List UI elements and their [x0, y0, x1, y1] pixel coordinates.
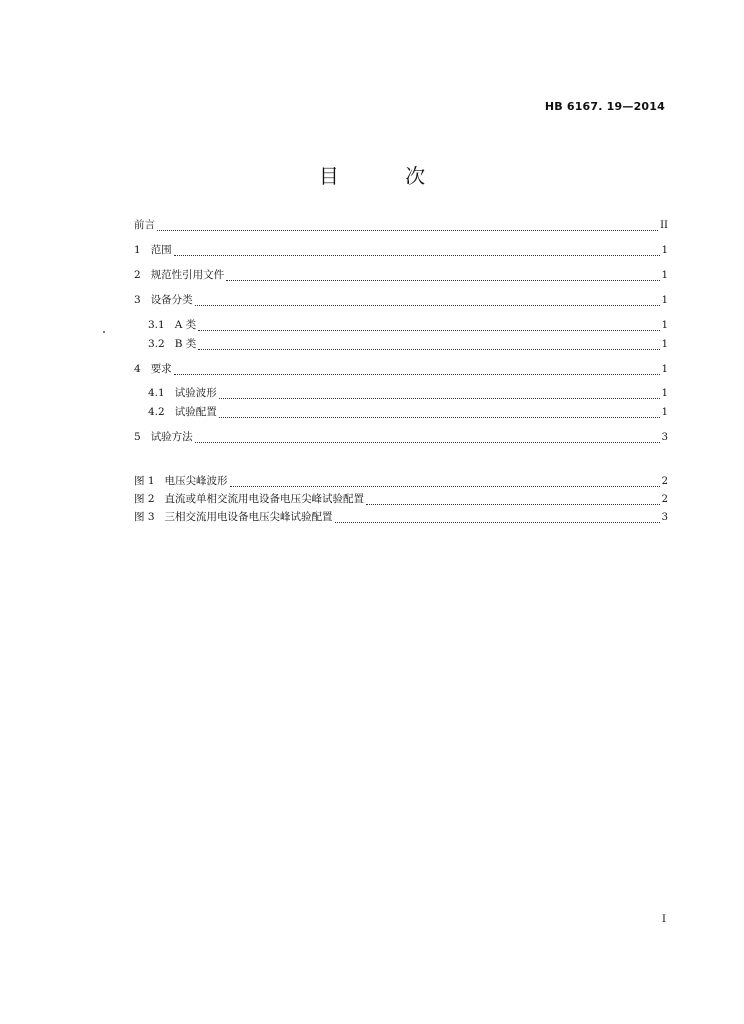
- leader-dots: [195, 433, 660, 443]
- leader-dots: [366, 495, 660, 505]
- toc-entry-class-a[interactable]: [148, 318, 668, 333]
- figure-entry-number: 图 2: [134, 493, 155, 505]
- figure-entry-text: 直流或单相交流用电设备电压尖峰试验配置: [164, 493, 365, 505]
- figure-entry-text: 电压尖峰波形: [164, 475, 228, 487]
- figure-entry-1[interactable]: [134, 474, 668, 489]
- leader-dots: [230, 477, 660, 487]
- standard-code: HB 6167. 19—2014: [544, 100, 665, 113]
- leader-dots: [219, 389, 660, 399]
- toc-entry-equipment-classification[interactable]: [134, 293, 668, 308]
- toc-entry-test-configuration[interactable]: [148, 405, 668, 420]
- toc-entry-page: 1: [661, 295, 668, 306]
- leader-dots: [219, 408, 660, 418]
- figure-entry-text: 三相交流用电设备电压尖峰试验配置: [164, 511, 333, 523]
- leader-dots: [226, 271, 659, 281]
- toc-entry-text: 要求: [150, 363, 172, 375]
- toc-entry-text: 前言: [134, 219, 155, 231]
- toc-entry-text: 试验配置: [174, 406, 217, 418]
- toc-entry-normative-references[interactable]: [134, 268, 668, 283]
- toc-entry-foreword[interactable]: [134, 218, 668, 233]
- toc-entry-text: 试验方法: [150, 431, 193, 443]
- leader-dots: [174, 246, 660, 256]
- toc-entry-text: 规范性引用文件: [150, 269, 225, 281]
- toc-entry-page: 1: [661, 388, 668, 399]
- toc-entry-page: 1: [661, 320, 668, 331]
- page-number: I: [662, 914, 666, 925]
- toc-entry-number: 4.1: [148, 387, 165, 399]
- toc-entry-class-b[interactable]: [148, 337, 668, 352]
- leader-dots: [335, 513, 660, 523]
- toc-entry-test-waveform[interactable]: [148, 386, 668, 401]
- toc-entry-number: 3: [134, 294, 141, 306]
- leader-dots: [157, 221, 658, 231]
- toc-entry-page: 1: [661, 364, 668, 375]
- toc-entry-page: 1: [661, 245, 668, 256]
- toc-entry-page: 1: [661, 339, 668, 350]
- toc-entry-requirements[interactable]: [134, 362, 668, 377]
- toc-entry-number: 4: [134, 363, 141, 375]
- page-title: 目 次: [318, 164, 456, 188]
- figure-entry-number: 图 1: [134, 475, 155, 487]
- leader-dots: [195, 296, 660, 306]
- toc-entry-page: 1: [661, 407, 668, 418]
- toc-entry-number: 3.1: [148, 319, 165, 331]
- toc-entry-page: II: [660, 220, 668, 231]
- toc-entry-scope[interactable]: [134, 243, 668, 258]
- leader-dots: [174, 365, 660, 375]
- toc-entry-text: A 类: [174, 319, 197, 331]
- figure-entry-3[interactable]: [134, 510, 668, 525]
- toc-entry-number: 4.2: [148, 406, 165, 418]
- figure-entry-number: 图 3: [134, 511, 155, 523]
- toc-entry-number: 5: [134, 431, 141, 443]
- scan-speck: [103, 331, 105, 333]
- toc-entry-test-method[interactable]: [134, 430, 668, 445]
- toc-entry-text: B 类: [174, 338, 197, 350]
- toc-entry-text: 范围: [150, 244, 172, 256]
- toc-entry-page: 3: [661, 432, 668, 443]
- toc-entry-number: 1: [134, 244, 141, 256]
- toc-entry-text: 试验波形: [174, 387, 217, 399]
- figure-entry-page: 3: [661, 512, 668, 523]
- toc-entry-number: 2: [134, 269, 141, 281]
- figure-entry-page: 2: [661, 494, 668, 505]
- toc-entry-text: 设备分类: [150, 294, 193, 306]
- toc-entry-number: 3.2: [148, 338, 165, 350]
- figure-entry-2[interactable]: [134, 492, 668, 507]
- toc-entry-page: 1: [661, 270, 668, 281]
- figure-entry-page: 2: [661, 476, 668, 487]
- leader-dots: [198, 321, 660, 331]
- leader-dots: [198, 340, 659, 350]
